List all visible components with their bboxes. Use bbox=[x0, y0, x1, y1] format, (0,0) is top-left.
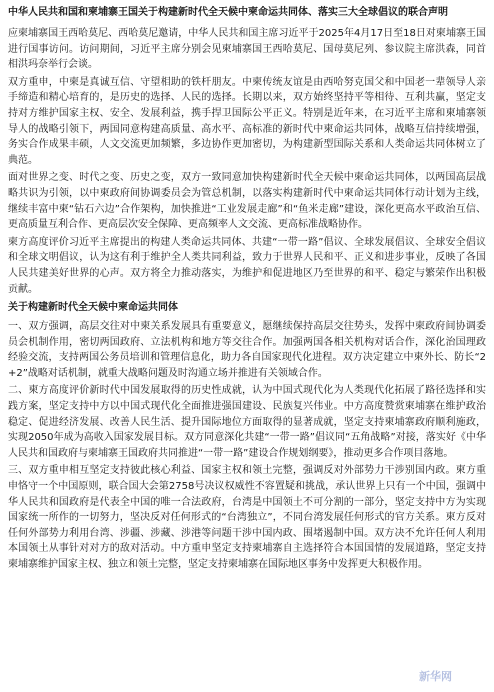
watermark: 新华网 bbox=[419, 670, 452, 683]
document-title: 中华人民共和国和柬埔寨王国关于构建新时代全天候中柬命运共同体、落实三大全球倡议的联合声明 bbox=[8, 7, 448, 18]
paragraph-intro-2: 双方重申，中柬是真诚互信、守望相助的铁杆朋友。中柬传统友谊是由西哈努克国父和中国老一辈领导人亲手缔造和精心培育的，是历史的选择、人民的选择。长期以来，双方始终坚持平等相待、互利共赢，坚定支持对方维护国家主权、安全、发展利益，携手捍卫国际公平正义。特别是近年来，在习近平主席和柬埔寨领导人的战略引领下，两国同意构建高质量、高水平、高标准的新时代中柬命运共同体，战略互信持续增强，务实合作成果丰硕，人文交流更加频繁，多边协作更加密切，为构建新型国际关系和人类命运共同体树立了典范。 bbox=[8, 76, 486, 166]
paragraph-section-1: 一、双方强调，高层交往对中柬关系发展具有重要意义，愿继续保持高层交往势头，发挥中柬政府间协调委员会机制作用，密切两国政府、立法机构和地方等交往合作。加强两国各相关机构对话合作，深化治国理政经验交流，支持两国公务员培训和管理信息化，助力各自国家现代化进程。双方决定建立中柬外长、防长“2+2”战略对话机制，就重大战略问题及时沟通立场并推进有关领域合作。 bbox=[8, 321, 486, 379]
paragraph-section-3: 三、双方重申相互坚定支持彼此核心利益、国家主权和领土完整，强调反对外部势力干涉别国内政。柬方重申恪守一个中国原则，联合国大会第2758号决议权威性不容置疑和挑战，承认世界上只有一个中国，强调中华人民共和国政府是代表全中国的唯一合法政府，台湾是中国领土不可分割的一部分，坚定支持中方为实现国家统一所作的一切努力，坚决反对任何形式的“台湾独立”，不同台湾发展任何形式的官方关系。柬方反对任何外部势力利用台湾、涉疆、涉藏、涉港等问题干涉中国内政、围堵遏制中国。双方决不允许任何人利用本国领土从事针对对方的敌对活动。中方重申坚定支持柬埔寨自主选择符合本国国情的发展道路，坚定支持柬埔寨维护国家主权、独立和领土完整，坚定支持柬埔寨在国际地区事务中发挥更大积极作用。 bbox=[8, 465, 486, 570]
section-heading: 关于构建新时代全天候中柬命运共同体 bbox=[8, 302, 178, 314]
paragraph-intro-4: 柬方高度评价习近平主席提出的构建人类命运共同体、共建“一带一路”倡议、全球发展倡议、全球安全倡议和全球文明倡议，认为这有利于维护全人类共同利益，致力于世界人民和平、正义和进步事业，反映了各国人民共建美好世界的心声。双方将全力推动落实，为维护和促进地区乃至世界的和平、稳定与繁荣作出积极贡献。 bbox=[8, 236, 486, 295]
paragraph-section-2: 二、柬方高度评价新时代中国发展取得的历史性成就，认为中国式现代化为人类现代化拓展了路径选择和实践方案，坚定支持中方以中国式现代化全面推进强国建设、民族复兴伟业。中方高度赞赏柬埔寨在维护政治稳定、促进经济发展、改善人民生活、提升国际地位方面取得的显著成就，坚定支持柬埔寨政府顺利施政，实现2050年成为高收入国家发展目标。双方同意深化共建“一带一路”倡议同“五角战略”对接，落实好《中华人民共和国政府与柬埔寨王国政府共同推进“一带一路”建设合作规划纲要》，推动更多合作项目落地。 bbox=[8, 385, 486, 459]
paragraph-intro-1: 应柬埔寨国王西哈莫尼、西哈莫尼邀请，中华人民共和国主席习近平于2025年4月17日至18日对柬埔寨王国进行国事访问。访问期间，习近平主席分别会见柬埔寨国王西哈莫尼、国母莫尼列、参议院主席洪森，同首相洪玛奈举行会谈。 bbox=[8, 28, 486, 71]
paragraph-intro-3: 面对世界之变、时代之变、历史之变，双方一致同意加快构建新时代全天候中柬命运共同体，以两国高层战略共识为引领，以中柬政府间协调委员会为管总机制，以落实构建新时代中柬命运共同体行动计划为主线，继续丰富中柬“钻石六边”合作架构，加快推进“工业发展走廊”和“鱼米走廊”建设，深化更高水平政治互信、更高质量互利合作、更高层次安全保障、更高频率人文交流、更高标准战略协作。 bbox=[8, 172, 486, 231]
